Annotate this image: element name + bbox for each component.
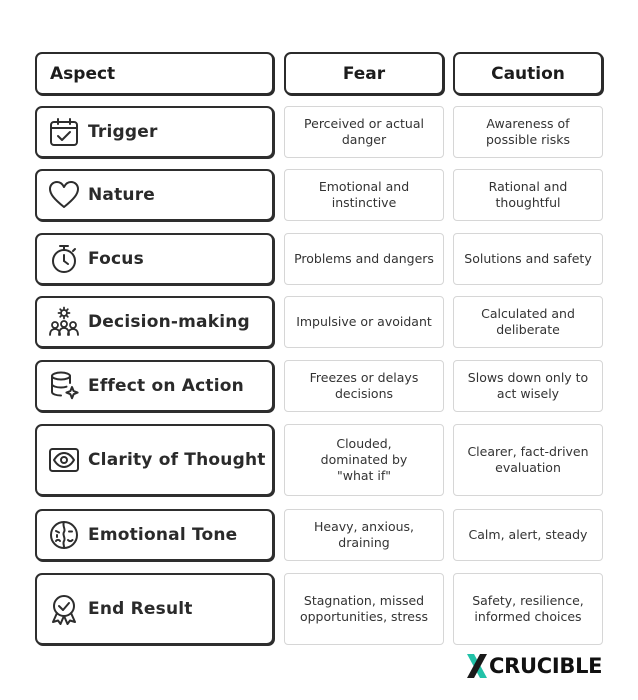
fear-cell-focus	[284, 233, 444, 285]
heart-icon	[48, 179, 80, 211]
caution-value: Rational and thoughtful	[488, 179, 568, 210]
header-aspect	[35, 52, 274, 95]
aspect-label: End Result	[88, 599, 193, 619]
brand-x-icon	[466, 653, 488, 679]
caution-cell-focus	[453, 233, 603, 285]
aspect-label: Nature	[88, 185, 156, 205]
fear-cell-clarity-of-thought	[284, 424, 444, 496]
stopwatch-icon	[48, 243, 80, 275]
calendar-check-icon	[48, 116, 80, 148]
mood-face-icon	[48, 519, 80, 551]
fear-cell-decision-making	[284, 296, 444, 348]
fear-value: Perceived or actual danger	[304, 116, 424, 147]
fear-value: Emotional and instinctive	[318, 179, 410, 210]
aspect-label: Emotional Tone	[88, 525, 238, 545]
team-gear-icon	[48, 306, 80, 338]
caution-cell-decision-making	[453, 296, 603, 348]
aspect-label: Clarity of Thought	[88, 450, 266, 470]
header-fear	[284, 52, 444, 95]
aspect-cell-decision-making	[35, 296, 274, 348]
header-caution-label: Caution	[491, 63, 565, 84]
fear-value: Impulsive or avoidant	[296, 314, 432, 329]
aspect-label: Trigger	[88, 122, 158, 142]
fear-cell-trigger	[284, 106, 444, 158]
caution-cell-nature	[453, 169, 603, 221]
award-badge-icon	[48, 593, 80, 625]
header-aspect-label: Aspect	[50, 63, 116, 84]
aspect-cell-end-result	[35, 573, 274, 645]
caution-cell-effect-on-action	[453, 360, 603, 412]
caution-value: Awareness of possible risks	[485, 116, 571, 147]
caution-cell-end-result	[453, 573, 603, 645]
aspect-label: Focus	[88, 249, 144, 269]
fear-cell-nature	[284, 169, 444, 221]
aspect-cell-emotional-tone	[35, 509, 274, 561]
fear-cell-end-result	[284, 573, 444, 645]
eye-focus-icon	[48, 444, 80, 476]
caution-value: Calm, alert, steady	[468, 527, 588, 542]
aspect-cell-effect-on-action	[35, 360, 274, 412]
caution-cell-clarity-of-thought	[453, 424, 603, 496]
aspect-cell-clarity-of-thought	[35, 424, 274, 496]
header-fear-label: Fear	[342, 63, 386, 84]
fear-value: Stagnation, missed opportunities, stress	[299, 593, 429, 624]
fear-value: Freezes or delays decisions	[309, 370, 419, 401]
fear-value: Clouded, dominated by "what if"	[320, 436, 408, 483]
caution-cell-emotional-tone	[453, 509, 603, 561]
caution-value: Solutions and safety	[464, 251, 592, 266]
aspect-cell-nature	[35, 169, 274, 221]
aspect-cell-focus	[35, 233, 274, 285]
caution-value: Safety, resilience, informed choices	[472, 593, 584, 624]
aspect-cell-trigger	[35, 106, 274, 158]
aspect-label: Decision-making	[88, 312, 250, 332]
caution-cell-trigger	[453, 106, 603, 158]
caution-value: Calculated and deliberate	[481, 306, 575, 337]
header-caution	[453, 52, 603, 95]
brand-logo	[466, 651, 602, 681]
fear-value: Heavy, anxious, draining	[314, 519, 414, 550]
fear-cell-effect-on-action	[284, 360, 444, 412]
brand-name: CRUCIBLE	[489, 654, 603, 678]
aspect-label: Effect on Action	[88, 376, 244, 396]
database-sparkle-icon	[48, 370, 80, 402]
fear-cell-emotional-tone	[284, 509, 444, 561]
fear-value: Problems and dangers	[294, 251, 434, 266]
caution-value: Slows down only to act wisely	[467, 370, 589, 401]
caution-value: Clearer, fact-driven evaluation	[467, 444, 589, 475]
